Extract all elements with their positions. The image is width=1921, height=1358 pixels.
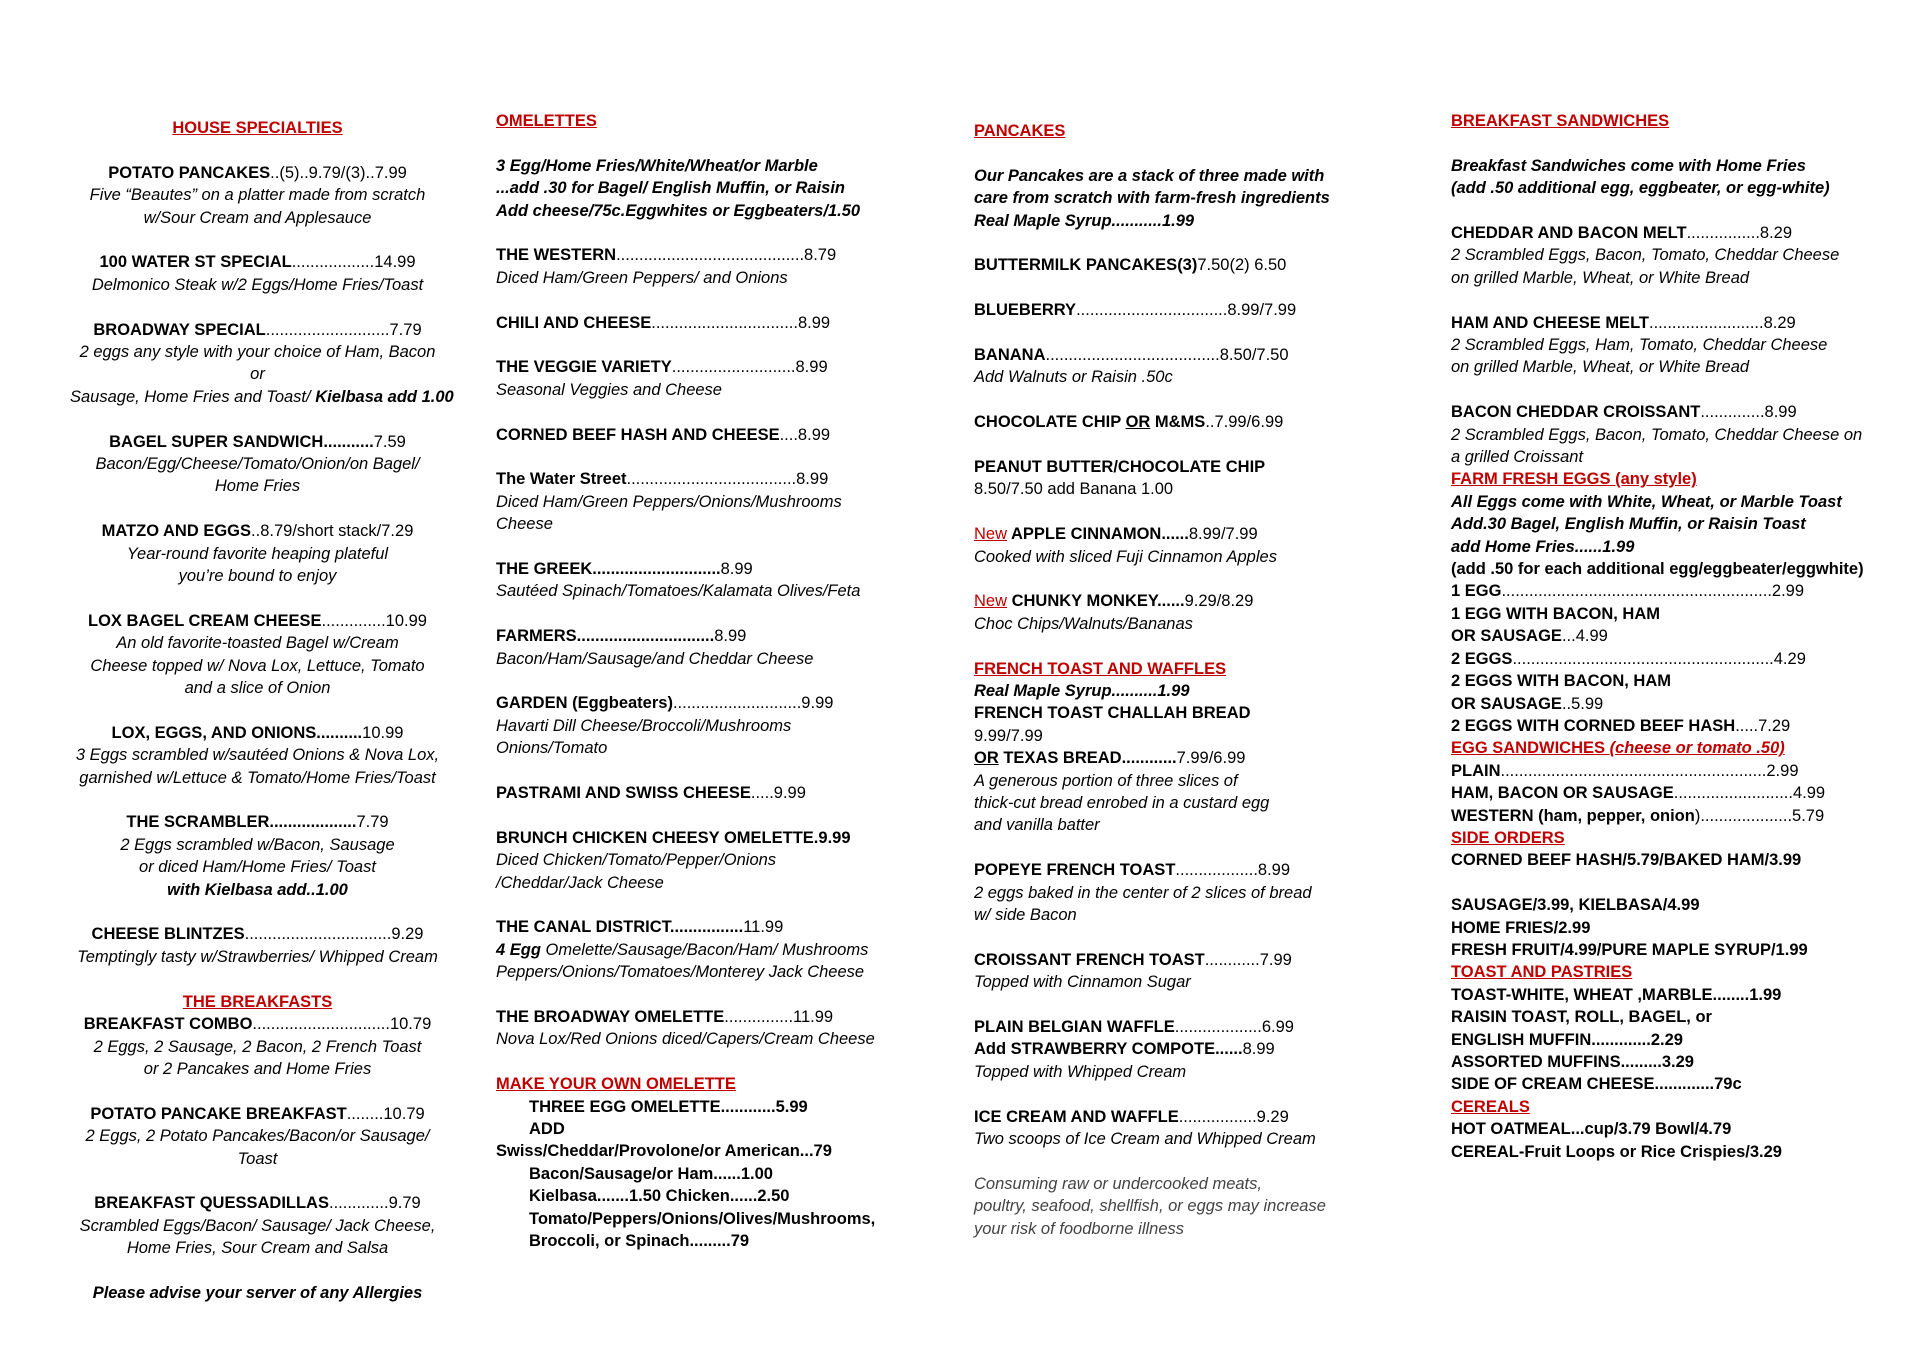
myo-line-2: ADD [529,1120,565,1139]
pancakes-intro-2: care from scratch with farm-fresh ingredients [974,189,1330,208]
house-specialties-column [70,117,454,1304]
menu-item-cheese-blintzes: CHEESE BLINTZES................................9.29 Temptingly tasty w/Strawberries/ Whipped Cream [77,925,438,966]
make-your-own-title: MAKE YOUR OWN OMELETTE [496,1075,736,1094]
menu-item-popeye: POPEYE FRENCH TOAST..................8.99 2 eggs baked in the center of 2 slices of bread w/ side Bacon [974,861,1312,925]
farm-eggs-note-4: (add .50 for each additional egg/eggbeater/eggwhite) [1451,560,1864,579]
menu-item-1-egg-sausage: OR SAUSAGE...4.99 [1451,627,1608,646]
menu-item-peanut-butter: PEANUT BUTTER/CHOCOLATE CHIP 8.50/7.50 add Banana 1.00 [974,458,1266,499]
menu-item-chili-and-cheese: CHILI AND CHEESE................................8.99 [496,313,831,332]
menu-item-bacon-cheddar-croissant: BACON CHEDDAR CROISSANT..............8.99 2 Scrambled Eggs, Bacon, Tomato, Cheddar Cheese on a grilled Croissant [1451,403,1863,467]
french-toast-waffles-title: FRENCH TOAST AND WAFFLES [974,659,1227,678]
side-order-3: HOME FRIES/2.99 [1451,918,1591,937]
menu-item-chunky-monkey: New CHUNKY MONKEY......9.29/8.29 Choc Chips/Walnuts/Bananas [974,592,1254,633]
menu-item-water-st-special: 100 WATER ST SPECIAL..................14.99 Delmonico Steak w/2 Eggs/Home Fries/Toast [91,253,424,294]
omelettes-intro-2: ...add .30 for Bagel/ English Muffin, or Raisin [496,179,845,198]
pancakes-column [974,120,1349,1240]
menu-item-canal-district: THE CANAL DISTRICT................11.99 4 Egg Omelette/Sausage/Bacon/Ham/ Mushrooms Peppers/Onions/Tomatoes/Monterey Jack Cheese [496,918,869,982]
myo-line-5: Kielbasa.......1.50 Chicken......2.50 [529,1187,790,1206]
menu-item-cheddar-bacon-melt: CHEDDAR AND BACON MELT................8.29 2 Scrambled Eggs, Bacon, Tomato, Cheddar Cheese on grilled Marble, Wheat, or White Bread [1451,224,1840,287]
cereals-title: CEREALS [1451,1097,1530,1116]
sandwiches-intro-2: (add .50 additional egg, eggbeater, or egg-white) [1451,179,1830,198]
side-order-2: SAUSAGE/3.99, KIELBASA/4.99 [1451,896,1700,915]
menu-item-potato-pancakes: POTATO PANCAKES..(5)..9.79/(3)..7.99 Five “Beautes” on a platter made from scratch w/Sour Cream and Applesauce [89,163,426,227]
farm-eggs-note-2: Add.30 Bagel, English Muffin, or Raisin Toast [1451,515,1806,534]
menu-item-2-eggs-bacon: 2 EGGS WITH BACON, HAM [1451,672,1672,691]
menu-item-2-eggs-corned-beef: 2 EGGS WITH CORNED BEEF HASH.....7.29 [1451,716,1791,735]
menu-item-western-sandwich: WESTERN (ham, pepper, onion)....................5.79 [1451,806,1825,825]
myo-line-7: Broccoli, or Spinach.........79 [529,1232,750,1251]
menu-item-water-street: The Water Street.....................................8.99 Diced Ham/Green Peppers/Onions/Mushrooms Cheese [496,470,842,534]
pancakes-intro-3: Real Maple Syrup...........1.99 [974,211,1195,230]
menu-item-brunch-chicken: BRUNCH CHICKEN CHEESY OMELETTE.9.99 Diced Chicken/Tomato/Pepper/Onions /Cheddar/Jack Cheese [496,828,851,892]
myo-line-3: Swiss/Cheddar/Provolone/or American...79 [496,1142,832,1161]
menu-item-apple-cinnamon: New APPLE CINNAMON......8.99/7.99 Cooked with sliced Fuji Cinnamon Apples [974,525,1277,566]
farm-fresh-eggs-title: FARM FRESH EGGS (any style) [1451,470,1697,489]
menu-item-garden: GARDEN (Eggbeaters)............................9.99 Havarti Dill Cheese/Broccoli/Mushrooms Onions/Tomato [496,694,834,758]
menu-item-breakfast-combo: BREAKFAST COMBO..............................10.79 2 Eggs, 2 Sausage, 2 Bacon, 2 French Toast or 2 Pancakes and Home Fries [83,1015,432,1078]
pancakes-title: PANCAKES [974,122,1066,140]
omelettes-intro-1: 3 Egg/Home Fries/White/Wheat/or Marble [496,156,818,175]
egg-sandwiches-title: EGG SANDWICHES (cheese or tomato .50) [1451,739,1785,758]
menu-item-french-toast: FRENCH TOAST CHALLAH BREAD 9.99/7.99 OR TEXAS BREAD............7.99/6.99 A generous portion of three slices of thick-cut bread enrobed in a custard egg and vanilla batter [974,704,1270,835]
breakfast-sandwiches-title: BREAKFAST SANDWICHES [1451,112,1670,130]
breakfast-sandwiches-column [1451,110,1864,1163]
toast-item-5: SIDE OF CREAM CHEESE.............79c [1451,1075,1742,1094]
maple-syrup-note: Real Maple Syrup..........1.99 [974,682,1190,701]
sandwiches-intro-1: Breakfast Sandwiches come with Home Fries [1451,156,1806,175]
house-specialties-title: HOUSE SPECIALTIES [172,119,343,137]
menu-item-belgian-waffle: PLAIN BELGIAN WAFFLE...................6.99 Add STRAWBERRY COMPOTE......8.99 Topped with Whipped Cream [974,1018,1294,1081]
menu-item-the-greek: THE GREEK............................8.99 Sautéed Spinach/Tomatoes/Kalamata Olives/Feta [496,560,861,601]
toast-item-2: RAISIN TOAST, ROLL, BAGEL, or [1451,1008,1712,1027]
menu-item-buttermilk: BUTTERMILK PANCAKES(3)7.50(2) 6.50 [974,256,1287,275]
menu-item-bagel-super-sandwich: BAGEL SUPER SANDWICH...........7.59 Bacon/Egg/Cheese/Tomato/Onion/on Bagel/ Home Fries [95,432,420,496]
menu-item-pastrami-swiss: PASTRAMI AND SWISS CHEESE.....9.99 [496,784,806,803]
pancakes-intro-1: Our Pancakes are a stack of three made with [974,166,1325,185]
menu-item-breakfast-quesadillas: BREAKFAST QUESSADILLAS.............9.79 Scrambled Eggs/Bacon/ Sausage/ Jack Cheese, Home Fries, Sour Cream and Salsa [79,1194,436,1258]
menu-item-broadway-special: BROADWAY SPECIAL...........................7.79 2 eggs any style with your choice of Ham, Bacon or Sausage, Home Fries and Toast/ Kielbasa add 1.00 [70,320,454,406]
menu-item-potato-pancake-breakfast: POTATO PANCAKE BREAKFAST........10.79 2 Eggs, 2 Potato Pancakes/Bacon/or Sausage/ Toast [85,1104,430,1168]
menu-item-ham-cheese-melt: HAM AND CHEESE MELT.........................8.29 2 Scrambled Eggs, Ham, Tomato, Cheddar Cheese on grilled Marble, Wheat, or White Bread [1451,313,1828,377]
menu-item-banana: BANANA......................................8.50/7.50 Add Walnuts or Raisin .50c [974,346,1289,387]
allergy-notice: Please advise your server of any Allergies [92,1283,423,1302]
side-orders-title: SIDE ORDERS [1451,828,1565,847]
menu-item-lox-bagel: LOX BAGEL CREAM CHEESE..............10.99 An old favorite-toasted Bagel w/Cream Cheese topped w/ Nova Lox, Lettuce, Tomato and a slice of Onion [88,611,427,698]
menu-item-2-eggs: 2 EGGS.........................................................4.29 [1451,649,1806,668]
toast-item-3: ENGLISH MUFFIN.............2.29 [1451,1030,1683,1049]
menu-item-broadway-omelette: THE BROADWAY OMELETTE...............11.99 Nova Lox/Red Onions diced/Capers/Cream Cheese [496,1008,875,1049]
menu-item-1-egg-bacon: 1 EGG WITH BACON, HAM [1451,604,1660,623]
menu-item-plain: PLAIN..........................................................2.99 [1451,761,1799,780]
menu-item-ham-bacon-sausage: HAM, BACON OR SAUSAGE..........................4.99 [1451,784,1826,803]
menu-item-lox-eggs-onions: LOX, EGGS, AND ONIONS..........10.99 3 Eggs scrambled w/sautéed Onions & Nova Lox, garnished w/Lettuce & Tomato/Home Fries/Toast [75,723,440,787]
the-breakfasts-title: THE BREAKFASTS [182,992,333,1011]
omelettes-column [496,110,876,1253]
side-order-1: CORNED BEEF HASH/5.79/BAKED HAM/3.99 [1451,851,1802,870]
menu-item-ice-cream-waffle: ICE CREAM AND WAFFLE.................9.29 Two scoops of Ice Cream and Whipped Cream [974,1107,1316,1149]
cereal-item-2: CEREAL-Fruit Loops or Rice Crispies/3.29 [1451,1142,1782,1161]
cereal-item-1: HOT OATMEAL...cup/3.79 Bowl/4.79 [1451,1120,1732,1139]
menu-item-the-western: THE WESTERN.........................................8.79 Diced Ham/Green Peppers/ and Onions [496,246,837,287]
side-order-4: FRESH FRUIT/4.99/PURE MAPLE SYRUP/1.99 [1451,940,1808,959]
omelettes-title: OMELETTES [496,112,597,130]
menu-item-croissant-french-toast: CROISSANT FRENCH TOAST............7.99 Topped with Cinnamon Sugar [974,950,1292,992]
omelettes-intro-3: Add cheese/75c.Eggwhites or Eggbeaters/1.50 [496,201,861,220]
menu-item-1-egg: 1 EGG...........................................................2.99 [1451,582,1805,601]
menu-item-2-eggs-sausage: OR SAUSAGE..5.99 [1451,694,1604,713]
menu-item-matzo-and-eggs: MATZO AND EGGS..8.79/short stack/7.29 Year-round favorite heaping plateful you’re bound to enjoy [101,522,414,586]
myo-line-1: THREE EGG OMELETTE............5.99 [529,1097,808,1116]
toast-item-1: TOAST-WHITE, WHEAT ,MARBLE........1.99 [1451,985,1782,1004]
myo-line-4: Bacon/Sausage/or Ham......1.00 [529,1164,773,1183]
toast-item-4: ASSORTED MUFFINS.........3.29 [1451,1052,1694,1071]
toast-pastries-title: TOAST AND PASTRIES [1451,963,1633,982]
food-warning: Consuming raw or undercooked meats, poultry, seafood, shellfish, or eggs may increase your risk of foodborne illness [974,1174,1326,1238]
farm-eggs-note-3: add Home Fries......1.99 [1451,537,1635,556]
menu-item-scrambler: THE SCRAMBLER...................7.79 2 Eggs scrambled w/Bacon, Sausage or diced Ham/Home Fries/ Toast with Kielbasa add..1.00 [120,813,395,899]
menu-item-chocolate-chip: CHOCOLATE CHIP OR M&MS..7.99/6.99 [974,413,1284,432]
menu-item-blueberry: BLUEBERRY.................................8.99/7.99 [974,301,1297,320]
menu-item-veggie-variety: THE VEGGIE VARIETY...........................8.99 Seasonal Veggies and Cheese [496,358,828,399]
farm-eggs-note-1: All Eggs come with White, Wheat, or Marble Toast [1451,492,1842,511]
menu-item-farmers: FARMERS..............................8.99 Bacon/Ham/Sausage/and Cheddar Cheese [496,627,814,668]
myo-line-6: Tomato/Peppers/Onions/Olives/Mushrooms, [529,1209,876,1228]
menu-item-corned-beef-hash-cheese: CORNED BEEF HASH AND CHEESE....8.99 [496,425,831,444]
